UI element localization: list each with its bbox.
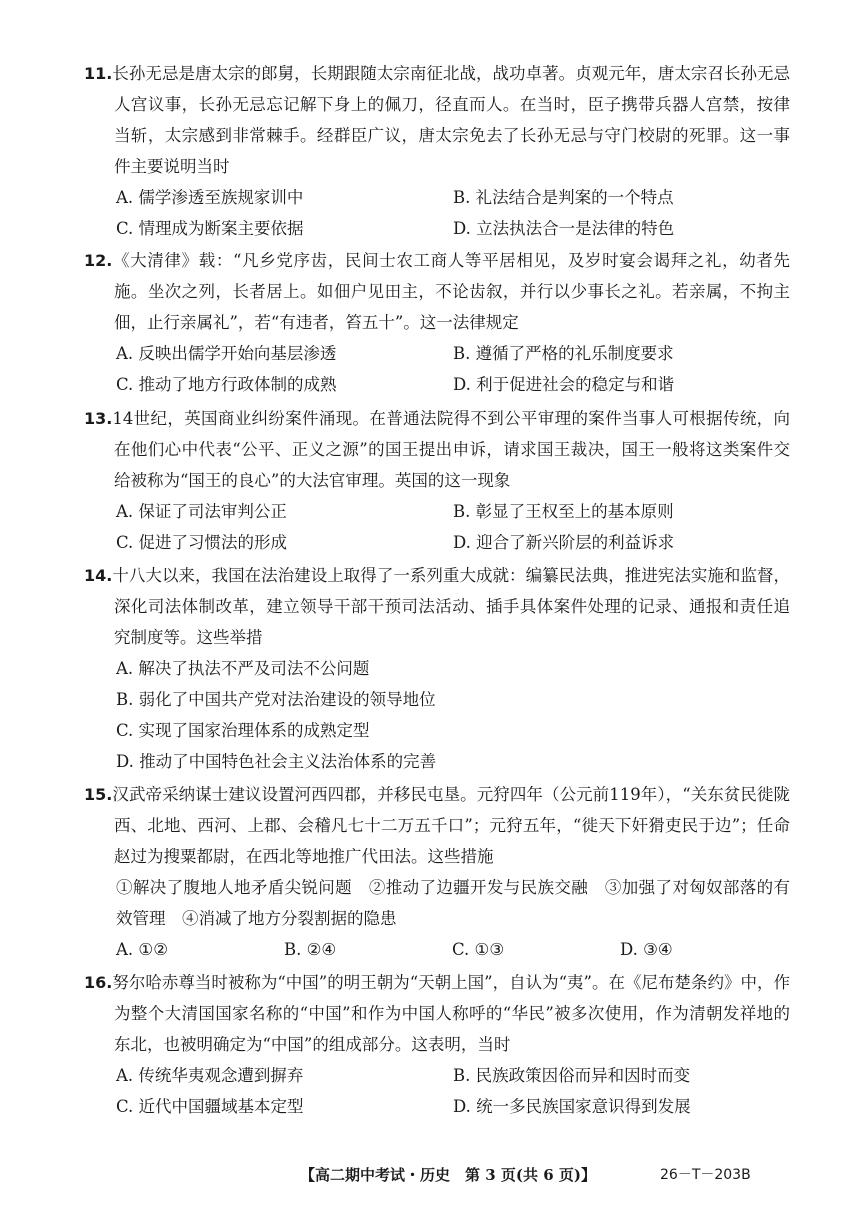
option-a: A. 传统华夷观念遭到摒弃 <box>116 1066 304 1085</box>
option-c: C. 近代中国疆域基本定型 <box>116 1097 304 1116</box>
option-d: D. 立法执法合一是法律的特色 <box>453 219 675 238</box>
option-c: C. 情理成为断案主要依据 <box>116 219 304 238</box>
question-number: 15. <box>84 785 113 804</box>
option-d: D. 利于促进社会的稳定与和谐 <box>453 375 675 394</box>
question-stem: 汉武帝采纳谋士建议设置河西四郡，并移民屯垦。元狩四年（公元前119年），“关东贫民徙陇西、北地、西河、上郡、会稽凡七十二万五千口”；元狩五年，“徙天下奸猾吏民于边”；任命赵过为搜粟都尉，在西北等地推广代田法。这些措施 <box>112 785 790 866</box>
options <box>84 182 790 244</box>
question-11 <box>84 58 790 244</box>
options <box>84 653 790 777</box>
question-15 <box>84 779 790 965</box>
footer-title: 【高二期中考试・历史 第 3 页(共 6 页)】 <box>300 1166 596 1184</box>
option-b: B. 礼法结合是判案的一个特点 <box>453 188 674 207</box>
footer-code: 26－T－203B <box>660 1167 751 1183</box>
question-16 <box>84 967 790 1122</box>
option-a: A. 儒学渗透至族规家训中 <box>116 188 304 207</box>
option-d: D. 推动了中国特色社会主义法治体系的完善 <box>116 752 437 771</box>
option-b: B. 民族政策因俗而异和因时而变 <box>453 1066 691 1085</box>
sub-items: ①解决了腹地人地矛盾尖锐问题 ②推动了边疆开发与民族交融 ③加强了对匈奴部落的有效管理 ④消减了地方分裂割据的隐患 <box>116 878 790 928</box>
option-a: A. 解决了执法不严及司法不公问题 <box>116 659 370 678</box>
option-a: A. 反映出儒学开始向基层渗透 <box>116 344 337 363</box>
question-number: 11. <box>84 64 113 83</box>
option-b: B. 彰显了王权至上的基本原则 <box>453 502 674 521</box>
option-c: C. 推动了地方行政体制的成熟 <box>116 375 337 394</box>
question-number: 14. <box>84 566 113 585</box>
option-b: B. ②④ <box>284 940 337 959</box>
option-c: C. 实现了国家治理体系的成熟定型 <box>116 721 370 740</box>
option-a: A. ①② <box>116 940 168 959</box>
option-d: D. 迎合了新兴阶层的利益诉求 <box>453 533 675 552</box>
question-stem: 长孙无忌是唐太宗的郎舅，长期跟随太宗南征北战，战功卓著。贞观元年，唐太宗召长孙无忌人宫议事，长孙无忌忘记解下身上的佩刀，径直而人。在当时，臣子携带兵器人宫禁，按律当斩，太宗感到非常棘手。经群臣广议，唐太宗免去了长孙无忌与守门校尉的死罪。这一事件主要说明当时 <box>112 64 790 176</box>
options <box>84 338 790 400</box>
question-12 <box>84 245 790 400</box>
options <box>84 1060 790 1122</box>
option-b: B. 弱化了中国共产党对法治建设的领导地位 <box>116 690 436 709</box>
option-c: C. 促进了习惯法的形成 <box>116 533 288 552</box>
page-footer <box>0 1163 867 1187</box>
question-stem: 《大清律》载：“凡乡党序齿，民间士农工商人等平居相见，及岁时宴会谒拜之礼，幼者先施。坐次之列，长者居上。如佃户见田主，不论齿叙，并行以少事长之礼。若亲属，不拘主佃，止行亲属礼”，若“有违者，笞五十”。这一法律规定 <box>112 251 790 332</box>
option-a: A. 保证了司法审判公正 <box>116 502 287 521</box>
option-c: C. ①③ <box>452 940 505 959</box>
question-number: 12. <box>84 251 113 270</box>
option-d: D. 统一多民族国家意识得到发展 <box>453 1097 691 1116</box>
option-d: D. ③④ <box>620 940 673 959</box>
options <box>84 496 790 558</box>
question-number: 16. <box>84 973 113 992</box>
options <box>84 934 790 965</box>
question-stem: 努尔哈赤尊当时被称为“中国”的明王朝为“天朝上国”，自认为“夷”。在《尼布楚条约》中，作为整个大清国国家名称的“中国”和作为中国人称呼的“华民”被多次使用，作为清朝发祥地的东北，也被明确定为“中国”的组成部分。这表明，当时 <box>112 973 790 1054</box>
question-14 <box>84 560 790 777</box>
question-stem: 十八大以来，我国在法治建设上取得了一系列重大成就：编纂民法典，推进宪法实施和监督，深化司法体制改革，建立领导干部干预司法活动、插手具体案件处理的记录、通报和责任追究制度等。这些举措 <box>112 566 790 647</box>
question-stem: 14世纪，英国商业纠纷案件涌现。在普通法院得不到公平审理的案件当事人可根据传统，向在他们心中代表“公平、正义之源”的国王提出申诉，请求国王裁决，国王一般将这类案件交给被称为“国王的良心”的大法官审理。英国的这一现象 <box>112 409 790 490</box>
question-number: 13. <box>84 409 113 428</box>
option-b: B. 遵循了严格的礼乐制度要求 <box>453 344 674 363</box>
question-13 <box>84 403 790 558</box>
